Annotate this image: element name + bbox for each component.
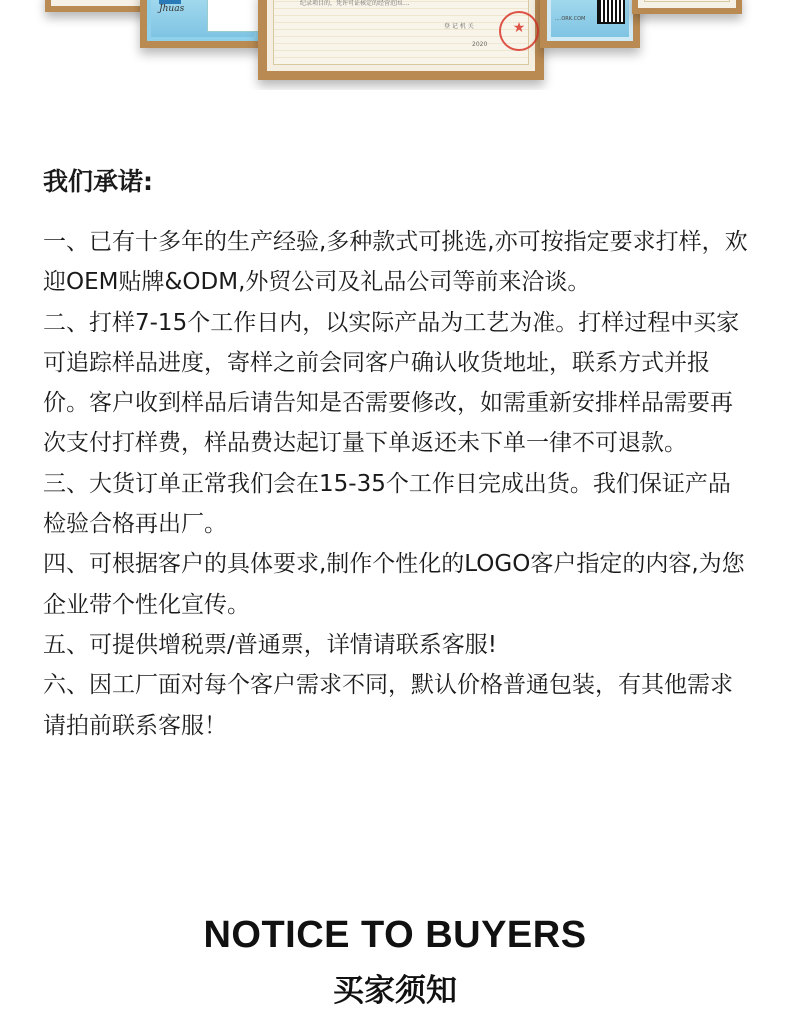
certificate-frame-far-right bbox=[632, 0, 742, 14]
commitment-item: 六、因工厂面对每个客户需求不同，默认价格普通包装，有其他需求请拍前联系客服！ bbox=[43, 672, 733, 739]
commitment-item: 五、可提供增税票/普通票，详情请联系客服! bbox=[43, 631, 497, 658]
signature: Jhuas bbox=[159, 4, 185, 14]
notice-title-en: NOTICE TO BUYERS bbox=[203, 914, 587, 956]
certificate-frame-far-left bbox=[45, 0, 155, 12]
certificate-blue-paper bbox=[551, 0, 629, 37]
commitment-item: 一、已有十多年的生产经验,多种款式可挑选,亦可按指定要求打样，欢迎OEM贴牌&ODM,外贸公司及礼品公司等前来洽谈。 bbox=[43, 229, 748, 296]
certificate-paper bbox=[644, 0, 730, 2]
commitment-item: 四、可根据客户的具体要求,制作个性化的LOGO客户指定的内容,为您企业带个性化宣传。 bbox=[43, 551, 745, 618]
commitments-list bbox=[43, 222, 753, 746]
commitment-item: 三、大货订单正常我们会在15-35个工作日完成出货。我们保证产品检验合格再出厂。 bbox=[43, 470, 731, 538]
business-license-paper bbox=[273, 0, 529, 65]
registration-office: 登 记 机 关 bbox=[444, 23, 474, 30]
certificate-url: ....ORK.COM bbox=[555, 16, 586, 22]
certificate-frame-left bbox=[140, 0, 265, 48]
seal-star-icon: ★ bbox=[512, 20, 526, 36]
certificate-frame-right bbox=[540, 0, 640, 48]
certificate-blue-paper bbox=[151, 0, 254, 37]
license-year: 2020 bbox=[472, 41, 488, 48]
license-text-line: 纪录项目的，凭许可证核定的经营范围.... bbox=[300, 0, 410, 7]
qr-code-icon bbox=[597, 0, 625, 24]
notice-title-cn: 买家须知 bbox=[333, 973, 457, 1009]
official-seal-icon bbox=[499, 11, 539, 51]
commitment-item: 二、打样7-15个工作日内，以实际产品为工艺为准。打样过程中买家可追踪样品进度，寄样之前会同客户确认收货地址，联系方式并报价。客户收到样品后请告知是否需要修改，如需重新安排样品需要再次支付打样费，样品费达起订量下单返还未下单一律不可退款。 bbox=[43, 309, 740, 457]
commitments-title: 我们承诺: bbox=[43, 167, 153, 196]
certificate-banner bbox=[0, 0, 790, 90]
business-license-frame bbox=[258, 0, 544, 80]
